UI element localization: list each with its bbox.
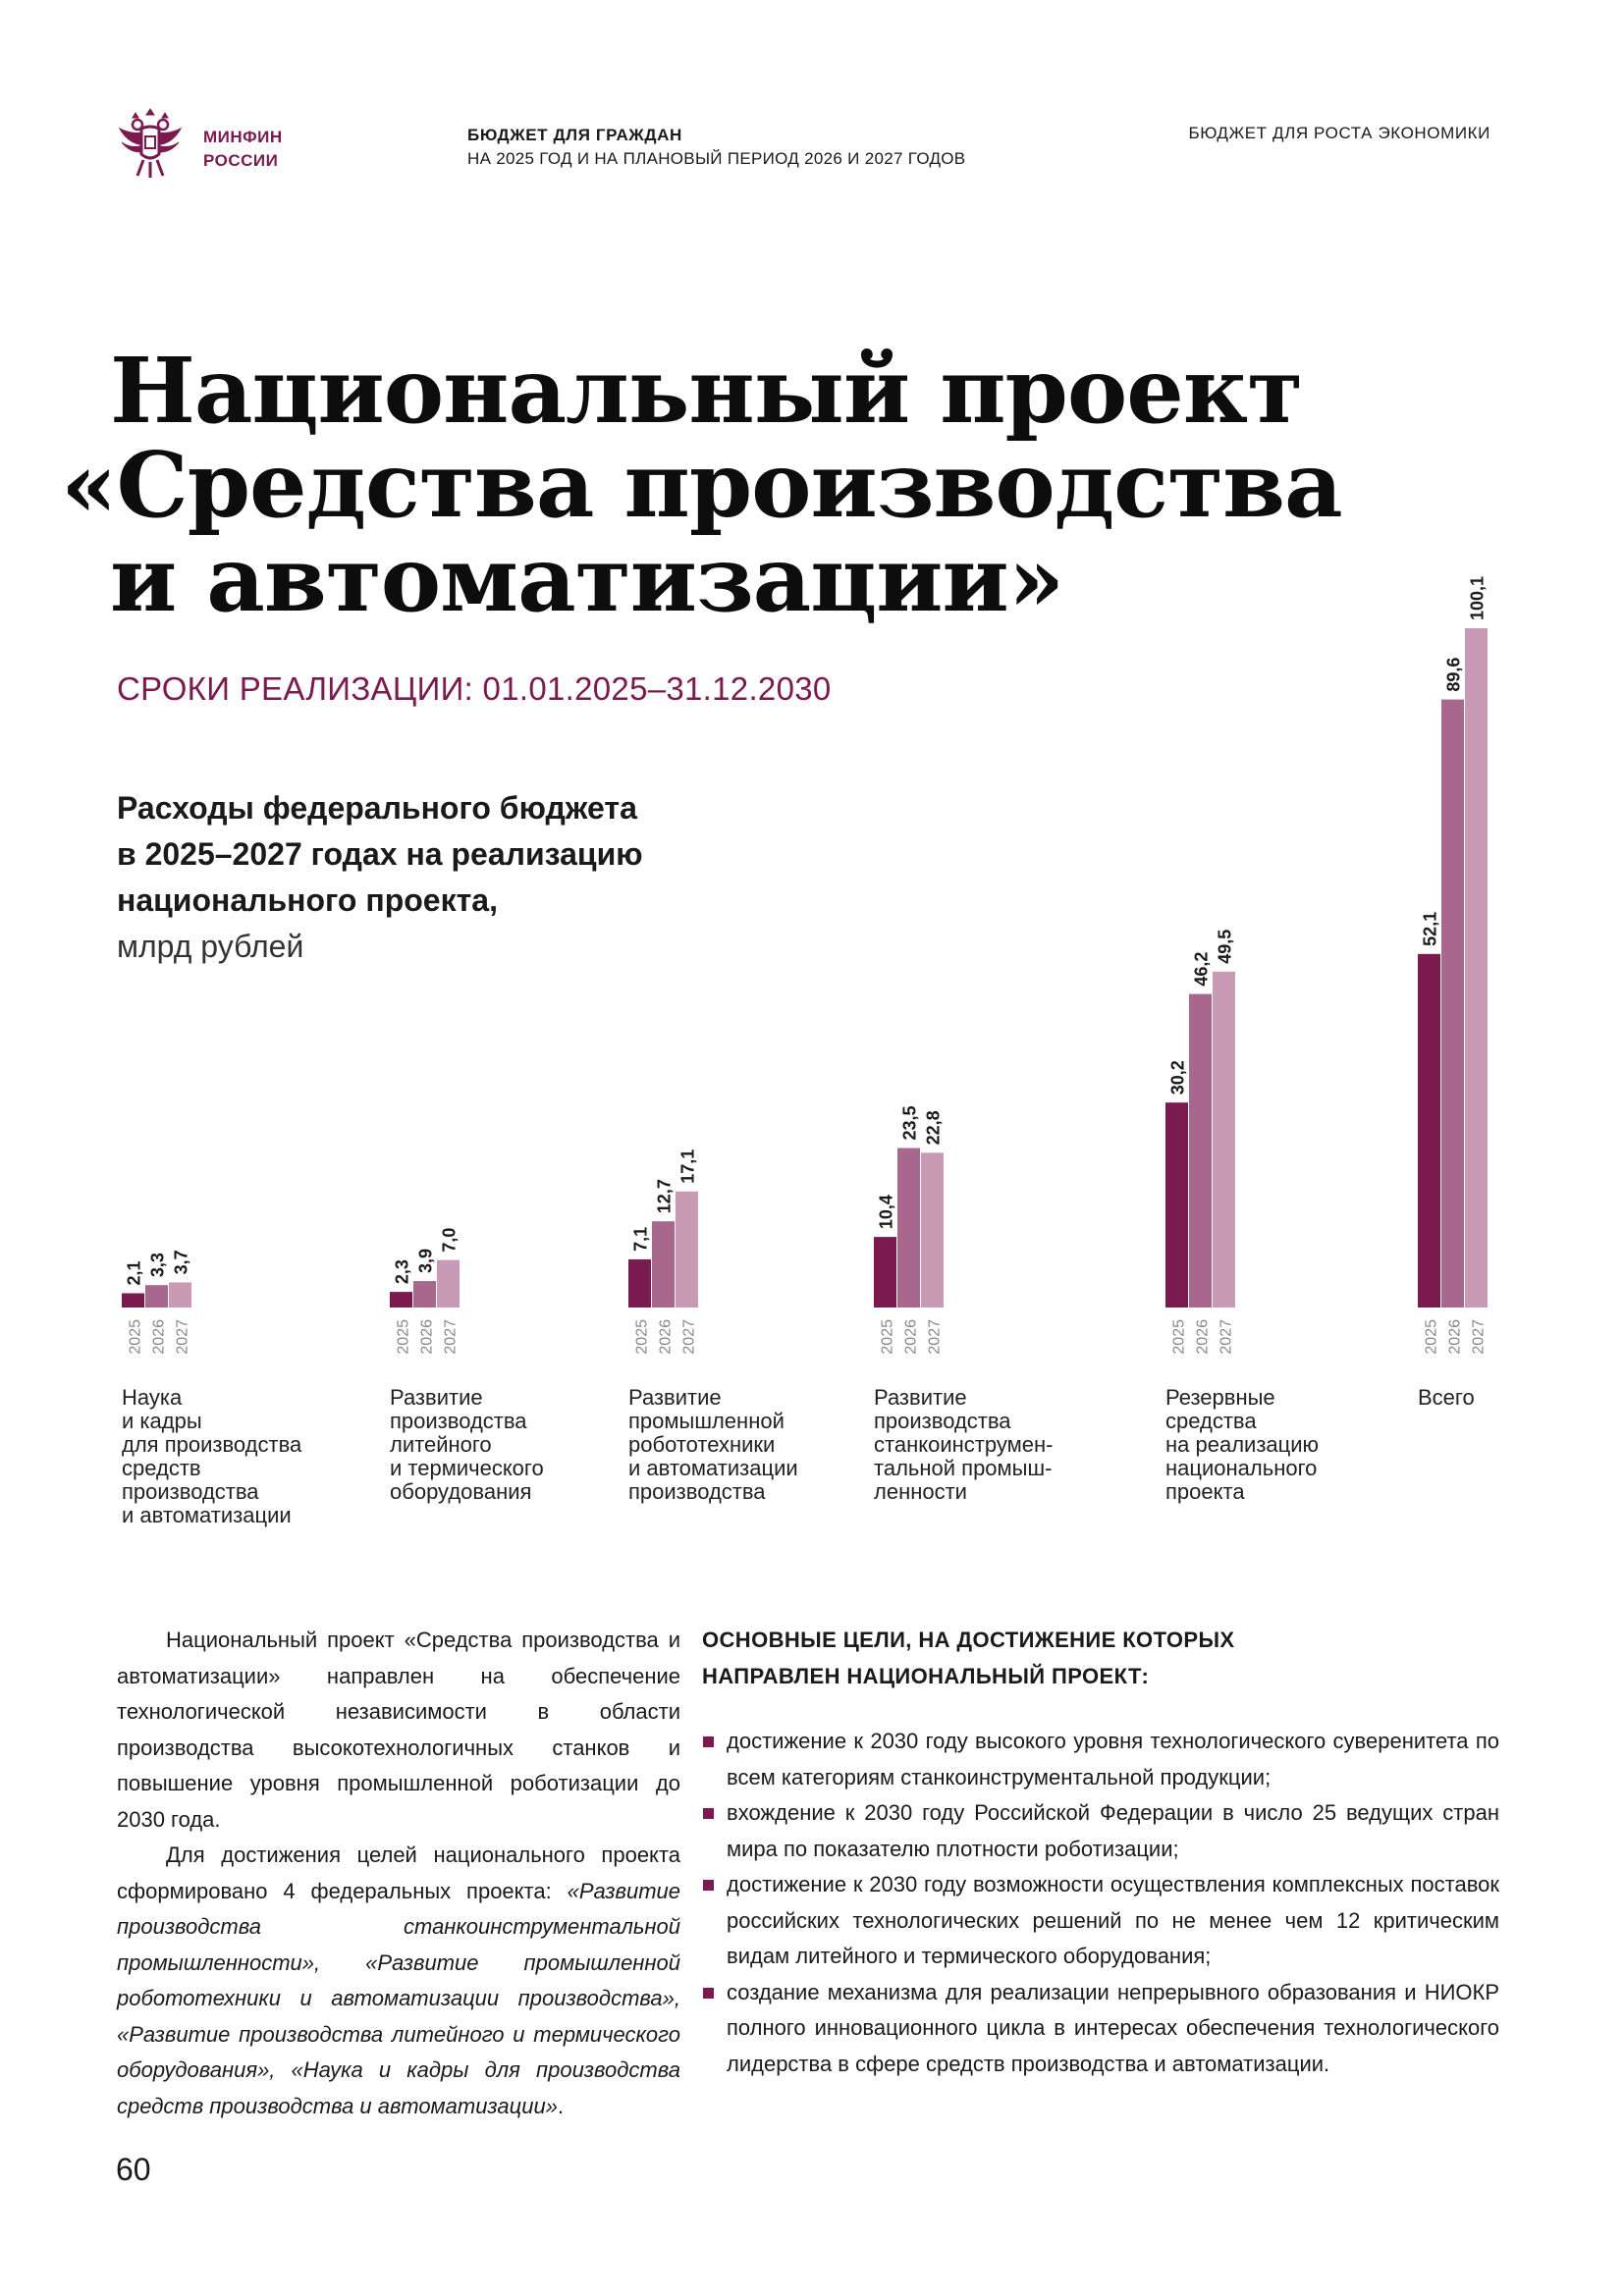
category-label-line: и автоматизации [628,1456,798,1480]
bar-2027 [437,1260,460,1308]
category-label-line: средства [1165,1409,1257,1433]
category-label-line: ленности [874,1479,967,1504]
bar-2025 [628,1259,651,1308]
year-label: 2026 [902,1319,920,1355]
bar-2027 [921,1152,944,1308]
year-label: 2026 [150,1319,168,1355]
value-label: 3,9 [415,1249,436,1274]
value-label: 17,1 [677,1148,698,1184]
value-label: 2,3 [392,1259,412,1285]
org-name [203,126,283,173]
year-label: 2025 [879,1319,896,1355]
value-label: 49,5 [1215,929,1235,964]
value-label: 89,6 [1443,657,1464,692]
bar-2026 [652,1221,675,1308]
year-label: 2027 [442,1319,460,1355]
bar-2027 [169,1282,191,1308]
category-label [1418,1386,1475,1410]
category-label-line: станкоинструмен- [874,1432,1054,1457]
category-label-line: Резервные [1165,1385,1275,1410]
year-label: 2025 [1423,1319,1440,1355]
category-label-line: и термического [390,1456,544,1480]
value-label: 2,1 [124,1260,144,1286]
year-label: 2027 [174,1319,191,1355]
chart-title-line-1: Расходы федерального бюджета [117,790,637,826]
year-label: 2027 [926,1319,944,1355]
bar-2026 [1441,700,1464,1308]
value-label: 7,0 [439,1227,460,1253]
document-title-line-2: НА 2025 ГОД И НА ПЛАНОВЫЙ ПЕРИОД 2026 И 2027 ГОДОВ [467,149,966,168]
page-title-line-1: Национальный проект [110,338,1303,444]
year-label: 2025 [395,1319,412,1355]
year-label: 2025 [633,1319,651,1355]
value-label: 46,2 [1191,951,1212,987]
goals-list [702,1724,1499,2082]
chart-title-line-2: в 2025–2027 годах на реализацию [117,836,643,872]
value-label: 30,2 [1167,1060,1188,1095]
bar-2025 [1418,954,1440,1308]
category-label-line: Развитие [628,1385,722,1410]
bar-2027 [676,1192,698,1308]
category-label-line: средств [122,1456,201,1480]
year-label: 2026 [418,1319,436,1355]
category-label [1165,1386,1319,1504]
federal-projects-list: «Развитие производства станкоинструментальной промышленности», «Развитие промышленной робототехники и автоматизации производства», «Развитие производства литейного и термического оборудования», «Наука и кадры для производства средств производства и автоматизации» [117,1878,680,2118]
category-label-line: литейного [390,1432,492,1457]
body-text [117,1623,680,2124]
value-label: 10,4 [876,1195,896,1230]
year-label: 2027 [1470,1319,1488,1355]
year-label: 2027 [1218,1319,1235,1355]
bar-2027 [1213,972,1235,1308]
category-label [390,1386,544,1504]
page-number: 60 [116,2152,151,2187]
value-label: 22,8 [923,1110,944,1146]
page-title-line-3: и автоматизации» [110,526,1064,632]
value-label: 23,5 [899,1105,920,1141]
bar-2025 [1165,1102,1188,1308]
goal-item: вхождение к 2030 году Российской Федерации в число 25 ведущих стран мира по показателю плотности роботизации; [702,1795,1499,1867]
category-label-line: Развитие [390,1385,483,1410]
category-label-line: робототехники [628,1432,776,1457]
document-title [467,124,965,171]
value-label: 52,1 [1420,911,1440,946]
category-label-line: производства [628,1479,766,1504]
body-paragraph-2 [117,1838,680,2124]
bar-2027 [1465,628,1488,1308]
category-label-line: на реализацию [1165,1432,1320,1457]
year-label: 2026 [1194,1319,1212,1355]
chart-unit: млрд рублей [117,929,304,964]
category-label-line: национального [1165,1456,1318,1480]
bar-2025 [390,1292,412,1308]
category-label-line: и автоматизации [122,1503,292,1527]
category-label-line: Всего [1418,1385,1475,1410]
value-label: 3,7 [171,1250,191,1275]
value-label: 3,3 [147,1253,168,1278]
document-title-line-1: БЮДЖЕТ ДЛЯ ГРАЖДАН [467,126,682,144]
goals-title: ОСНОВНЫЕ ЦЕЛИ, НА ДОСТИЖЕНИЕ КОТОРЫХ НАПРАВЛЕН НАЦИОНАЛЬНЫЙ ПРОЕКТ: [702,1628,1235,1688]
year-label: 2025 [127,1319,144,1355]
category-label-line: Наука [122,1385,183,1410]
year-label: 2027 [680,1319,698,1355]
category-label-line: проекта [1165,1479,1245,1504]
category-label-line: промышленной [628,1409,785,1433]
category-label-line: и кадры [122,1409,202,1433]
goal-item: достижение к 2030 году возможности осуществления комплексных поставок российских технологических решений по не менее чем 12 критическим видам литейного и термического оборудования; [702,1867,1499,1975]
bar-2026 [1189,994,1212,1308]
year-label: 2025 [1170,1319,1188,1355]
budget-bar-chart [0,550,1624,1374]
category-label-line: оборудования [390,1479,532,1504]
value-label: 100,1 [1467,575,1488,620]
bar-2025 [874,1237,896,1308]
category-label-line: производства [390,1409,527,1433]
bar-2026 [413,1281,436,1308]
bar-2026 [145,1285,168,1308]
goal-item: создание механизма для реализации непрерывного образования и НИОКР полного инновационного цикла в интересах обеспечения технологического лидерства в сфере средств производства и автоматизации. [702,1975,1499,2083]
year-label: 2026 [657,1319,675,1355]
category-label-line: производства [874,1409,1011,1433]
body-paragraph-2-end: . [557,2093,565,2118]
value-label: 7,1 [630,1226,651,1252]
section-name: БЮДЖЕТ ДЛЯ РОСТА ЭКОНОМИКИ [1188,124,1490,142]
value-label: 12,7 [654,1179,675,1214]
category-label [874,1386,1053,1504]
category-label-line: Развитие [874,1385,967,1410]
implementation-period: СРОКИ РЕАЛИЗАЦИИ: 01.01.2025–31.12.2030 [117,670,832,707]
category-label-line: производства [122,1479,259,1504]
bar-2025 [122,1293,144,1308]
body-paragraph-2-intro: Для достижения целей национального проекта сформировано 4 федеральных проекта: [117,1842,680,1903]
year-label: 2026 [1446,1319,1464,1355]
chart-title-line-3: национального проекта, [117,882,498,918]
page-title-line-2: «Средства производства [61,432,1342,538]
goal-item: достижение к 2030 году высокого уровня технологического суверенитета по всем категориям станкоинструментальной продукции; [702,1724,1499,1795]
category-label-line: тальной промыш- [874,1456,1053,1480]
double-headed-eagle-emblem-icon [116,103,185,182]
category-label-line: для производства [122,1432,302,1457]
bar-2026 [897,1148,920,1308]
category-label [122,1386,301,1527]
org-line-1: МИНФИН [203,128,283,146]
org-line-2: РОССИИ [203,151,279,170]
category-label [628,1386,798,1504]
body-paragraph-1: Национальный проект «Средства производства и автоматизации» направлен на обеспечение технологической независимости в области производства высокотехнологичных станков и повышение уровня промышленной роботизации до 2030 года. [117,1628,680,1832]
